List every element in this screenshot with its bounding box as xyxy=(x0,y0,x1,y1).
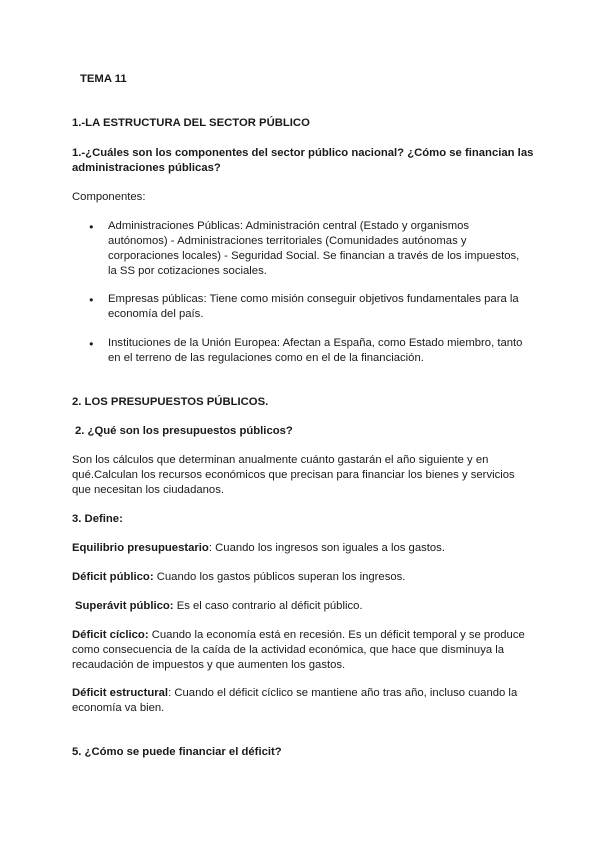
definition-separator: : xyxy=(208,542,216,554)
question-3: 3. Define: xyxy=(72,513,123,525)
list-item: ● Administraciones Públicas: Administración central (Estado y organismos autónomos) - Administraciones territoriales (Comunidades autónomas y corporaciones locales) - Seguridad Social. Se financian a través de los impuestos, la SS por cotizaciones sociales. xyxy=(108,219,528,279)
question-2: 2. ¿Qué son los presupuestos públicos? xyxy=(75,425,293,437)
definition-equilibrio xyxy=(72,541,532,556)
definition-term: Superávit público: xyxy=(75,600,174,612)
section1-heading: 1.-LA ESTRUCTURA DEL SECTOR PÚBLICO xyxy=(72,117,310,129)
definition-text: Cuando la economía está en recesión. Es un déficit temporal y se produce como consecuencia de la caída de la actividad económica, que hace que disminuya la recaudación de impuestos y que aumenten los gastos. xyxy=(72,629,525,671)
definition-text: Cuando el déficit cíclico se mantiene año tras año, incluso cuando la economía va bien. xyxy=(72,687,518,714)
definition-term: Déficit estructural xyxy=(72,687,169,699)
definition-superavit xyxy=(75,599,535,614)
answer-2: Son los cálculos que determinan anualmente cuánto gastarán el año siguiente y en qué.Calculan los recursos económicos que precisan para financiar los bienes y servicios que necesitan los ciudadanos. xyxy=(72,454,515,496)
list-item: ● Instituciones de la Unión Europea: Afectan a España, como Estado miembro, tanto en el terreno de las regulaciones como en el de la financiación. xyxy=(108,336,528,366)
list-item: ● Empresas públicas: Tiene como misión conseguir objetivos fundamentales para la economía del país. xyxy=(108,292,528,322)
definition-separator: : xyxy=(168,687,175,699)
componentes-label: Componentes: xyxy=(72,191,146,203)
definition-deficit-publico xyxy=(72,570,532,585)
definition-text: Cuando los gastos públicos superan los ingresos. xyxy=(156,571,406,583)
question-5: 5. ¿Cómo se puede financiar el déficit? xyxy=(72,746,282,758)
section2-heading: 2. LOS PRESUPUESTOS PÚBLICOS. xyxy=(72,396,269,408)
definition-text: Cuando los ingresos son iguales a los gastos. xyxy=(215,542,445,554)
question-1: 1.-¿Cuáles son los componentes del sector público nacional? ¿Cómo se financian las administraciones públicas? xyxy=(72,147,534,174)
definition-deficit-estructural xyxy=(72,686,522,716)
topic-title: TEMA 11 xyxy=(80,73,127,85)
definition-term: Déficit público: xyxy=(72,571,154,583)
definition-deficit-ciclico xyxy=(72,628,530,673)
definition-term: Déficit cíclico: xyxy=(72,629,149,641)
definition-term: Equilibrio presupuestario xyxy=(72,542,209,554)
definition-text: Es el caso contrario al déficit público. xyxy=(176,600,363,612)
